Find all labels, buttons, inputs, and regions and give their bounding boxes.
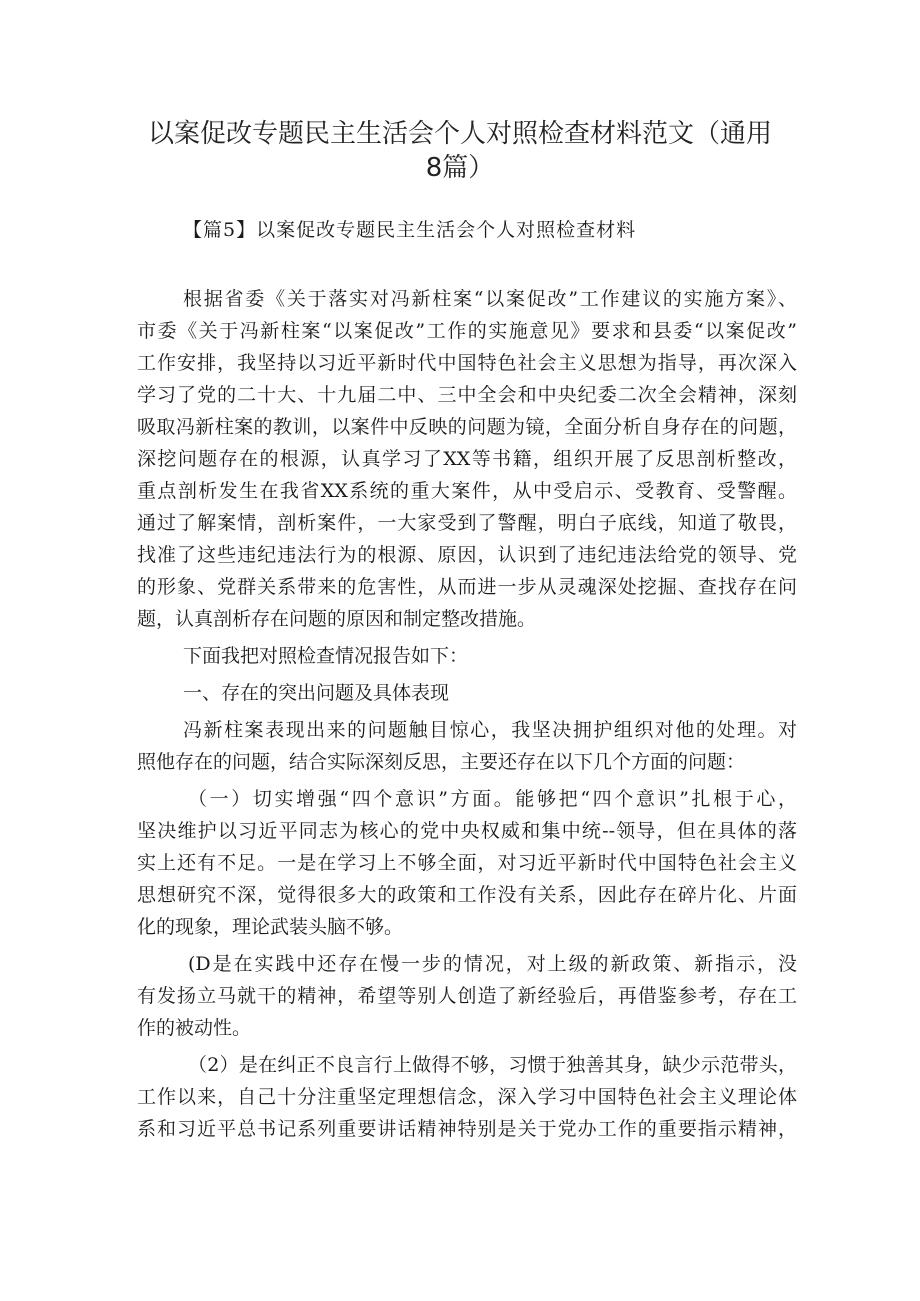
paragraph-line: 思想研究不深，觉得很多大的政策和工作没有关系，因此存在碎片化、片面 — [137, 884, 797, 906]
paragraph-line: (D是在实践中还存在慢一步的情况，对上级的新政策、新指示，没 — [188, 953, 797, 975]
paragraph-line: 的形象、党群关系带来的危害性，从而进一步从灵魂深处挖掘、查找存在问 — [137, 576, 797, 598]
paragraph-line: 系和习近平总书记系列重要讲话精神特别是关于党办工作的重要指示精神， — [137, 1118, 797, 1140]
section-heading: 一、存在的突出问题及具体表现 — [183, 682, 450, 704]
document-title-line-2: 8篇） — [425, 153, 495, 183]
paragraph-line: 下面我把对照检查情况报告如下： — [183, 645, 469, 667]
paragraph-line: 化的现象，理论武装头脑不够。 — [137, 916, 404, 938]
paragraph-line: 照他存在的问题，结合实际深刻反思，主要还存在以下几个方面的问题： — [137, 751, 746, 773]
paragraph-line: 实上还有不足。一是在学习上不够全面，对习近平新时代中国特色社会主义 — [137, 852, 797, 874]
paragraph-line: （一）切实增强“四个意识”方面。能够把“四个意识”扎根于心， — [188, 788, 797, 810]
paragraph-line: 作的被动性。 — [137, 1017, 252, 1039]
paragraph-line: 坚决维护以习近平同志为核心的党中央权威和集中统--领导，但在具体的落 — [137, 820, 797, 842]
paragraph-line: 学习了党的二十大、十九届二中、三中全会和中央纪委二次全会精神，深刻 — [137, 384, 797, 406]
section-subtitle: 【篇5】以案促改专题民主生活会个人对照检查材料 — [183, 219, 637, 241]
paragraph-line: 重点剖析发生在我省XX系统的重大案件，从中受启示、受教育、受警醒。 — [137, 480, 797, 502]
paragraph-line: 题，认真剖析存在问题的原因和制定整改措施。 — [137, 608, 537, 630]
paragraph-line: 根据省委《关于落实对冯新柱案“以案促改”工作建议的实施方案》、 — [183, 288, 797, 310]
paragraph-line: 工作安排，我坚持以习近平新时代中国特色社会主义思想为指导，再次深入 — [137, 352, 797, 374]
paragraph-line: 冯新柱案表现出来的问题触目惊心，我坚决拥护组织对他的处理。对 — [183, 719, 797, 741]
paragraph-line: 找准了这些违纪违法行为的根源、原因，认识到了违纪违法给党的领导、党 — [137, 544, 797, 566]
paragraph-line: 吸取冯新柱案的教训，以案件中反映的问题为镜，全面分析自身存在的问题， — [137, 416, 797, 438]
paragraph-line: （2）是在纠正不良言行上做得不够，习惯于独善其身，缺少示范带头， — [188, 1054, 797, 1076]
paragraph-line: 有发扬立马就干的精神，希望等别人创造了新经验后，再借鉴参考，存在工 — [137, 985, 797, 1007]
paragraph-line: 工作以来，自己十分注重坚定理想信念，深入学习中国特色社会主义理论体 — [137, 1086, 797, 1108]
document-title-line-1: 以案促改专题民主生活会个人对照检查材料范文（通用 — [147, 119, 772, 149]
paragraph-line: 通过了解案情，剖析案件，一大家受到了警醒，明白子底线，知道了敬畏， — [137, 512, 797, 534]
paragraph-line: 市委《关于冯新柱案“以案促改”工作的实施意见》要求和县委“以案促改” — [137, 320, 797, 342]
paragraph-line: 深挖问题存在的根源，认真学习了XX等书籍，组织开展了反思剖析整改， — [137, 448, 797, 470]
